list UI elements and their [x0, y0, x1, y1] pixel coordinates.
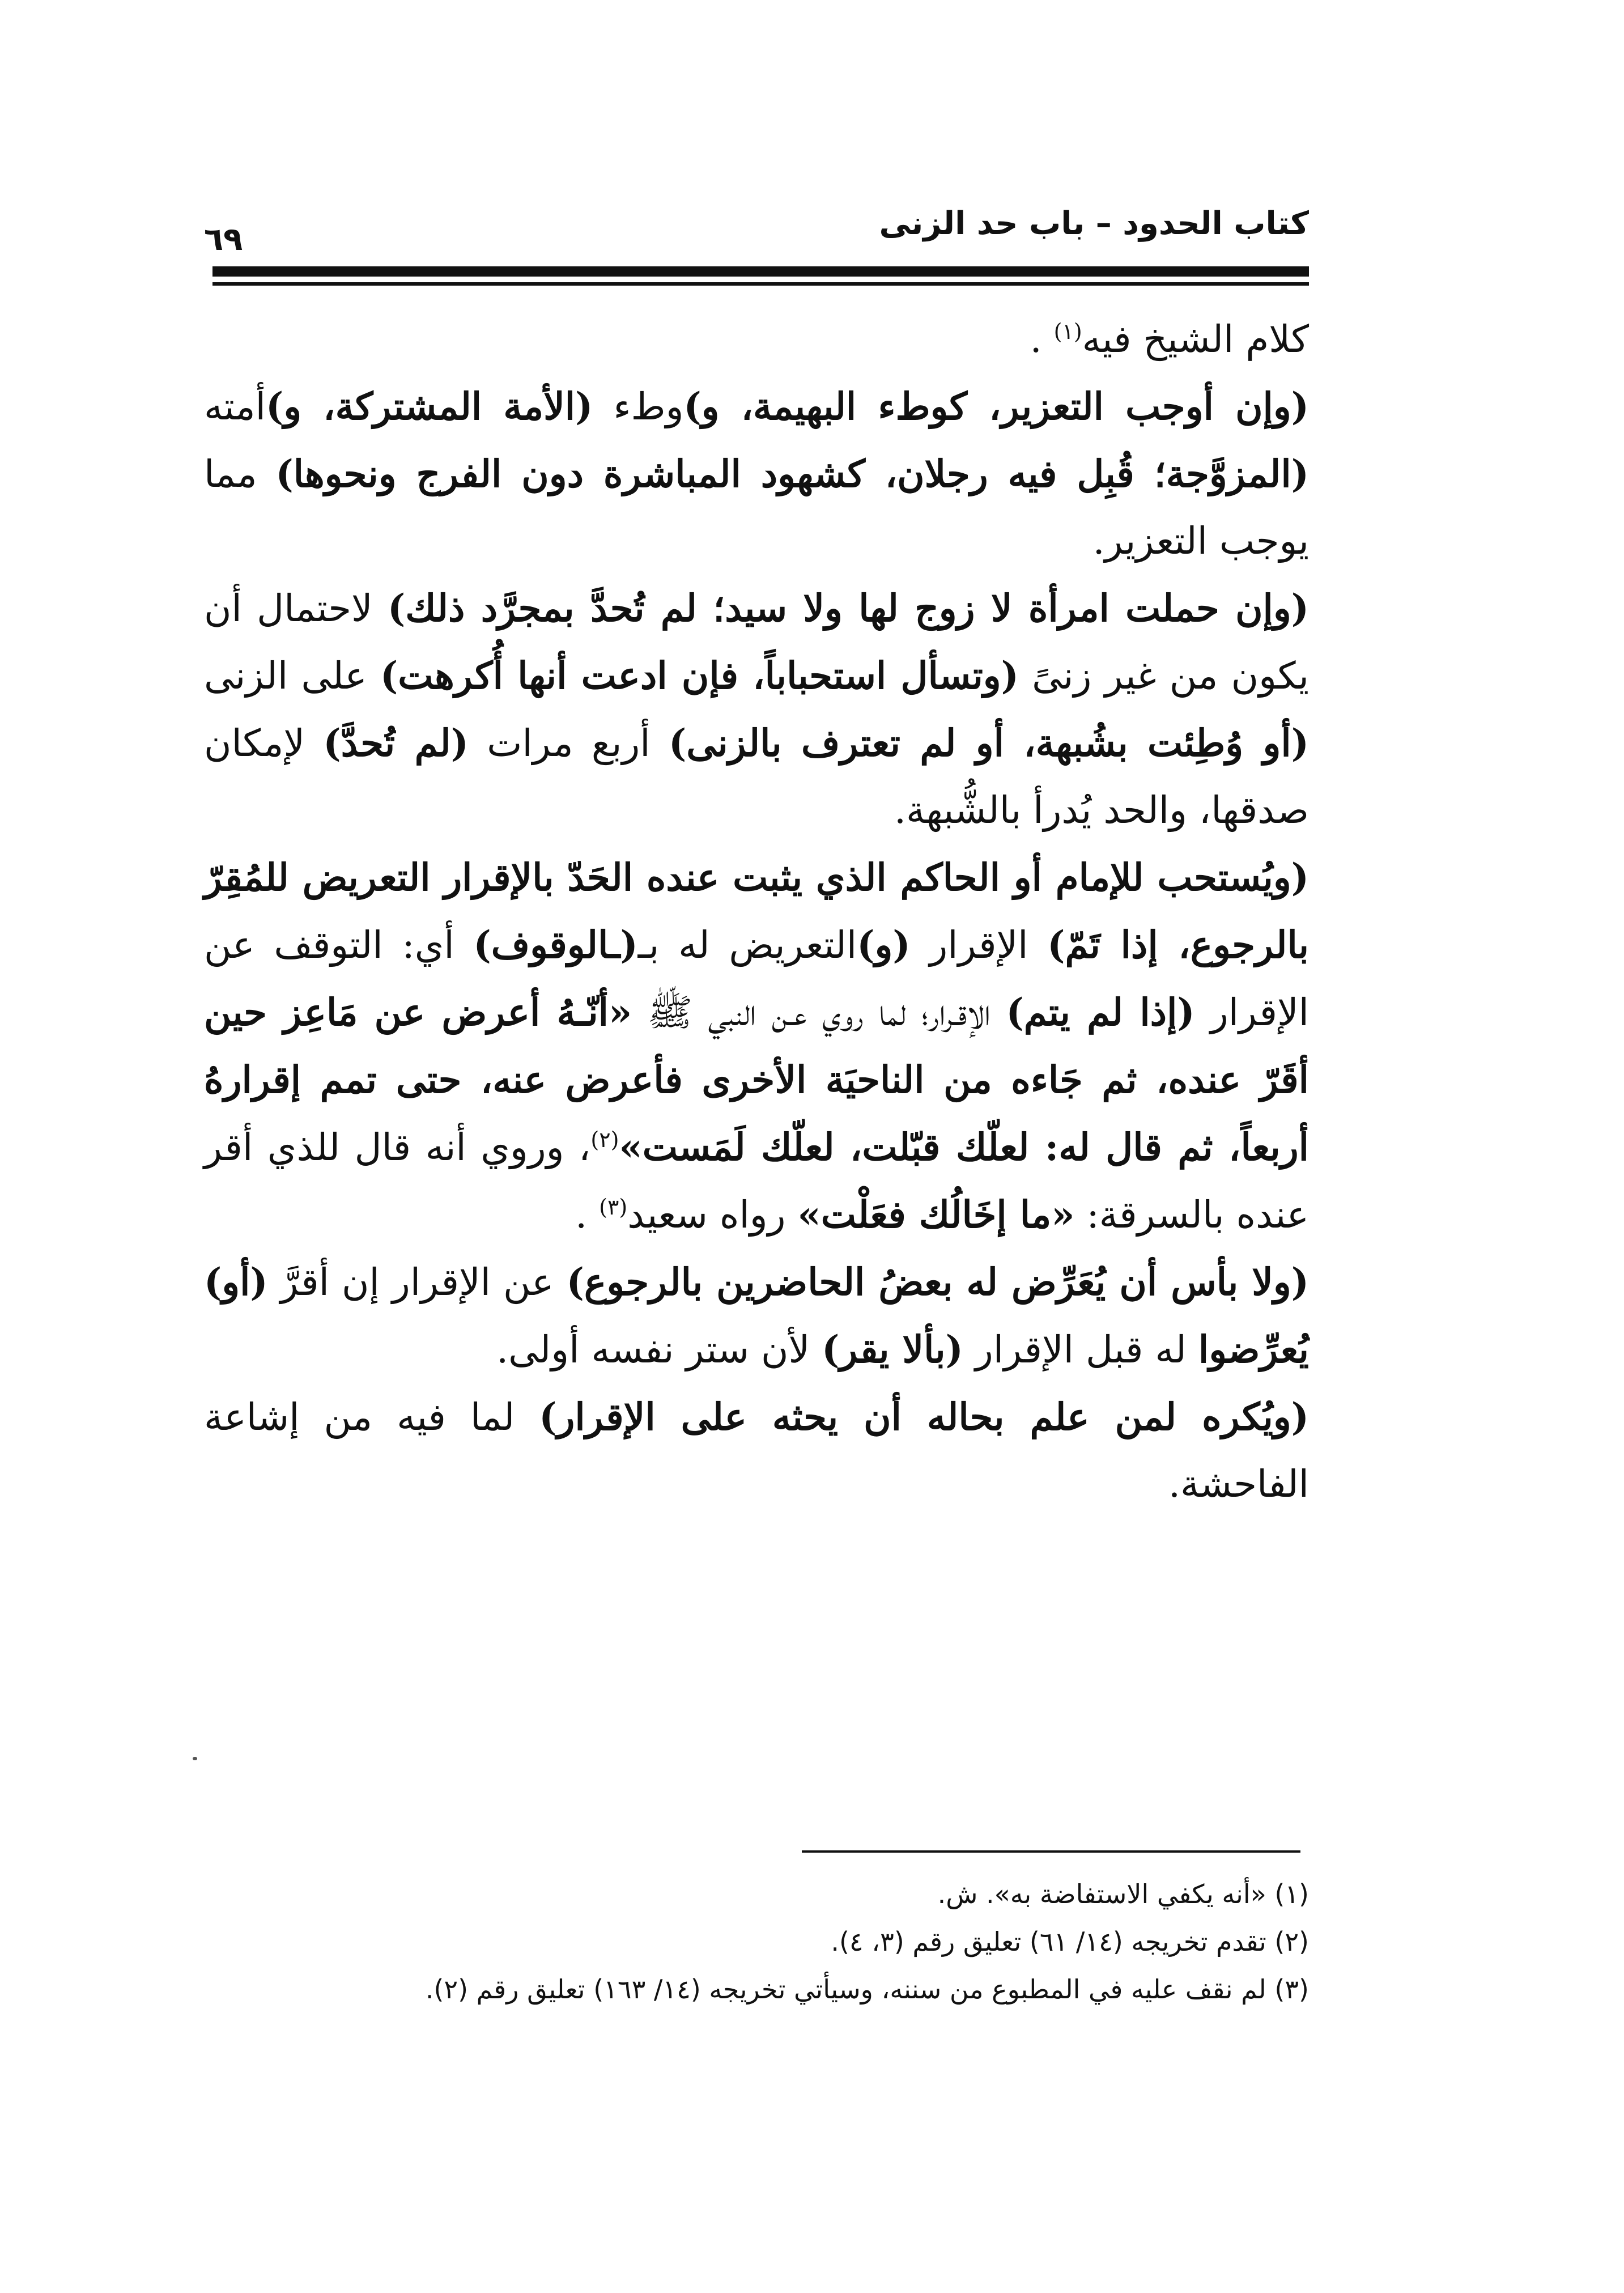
paragraph-3: (وإن حملت امرأة لا زوج لها ولا سيد؛ لم تُحدَّ بمجرَّد ذلك) لاحتمال أن يكون من غير زنىً (وتسأل استحباباً، فإن ادعت أنها أُكرهت) على الزنى (أو وُطِئت بشُبهة، أو لم تعترف بالزنى) أربع مرات (لم تُحدَّ) لإمكان صدقها، والحد يُدرأ بالشُّبهة. [204, 586, 1309, 832]
footnote-ref-3: (٣) [599, 1195, 628, 1220]
paragraph-2: (وإن أوجب التعزير، كوطء البهيمة، و)وطء (الأمة المشتركة، و)أمته (المزوَّجة؛ قُبِل فيه رجلان، كشهود المباشرة دون الفرج ونحوها) مما يوجب التعزير. [204, 384, 1309, 563]
paragraph-5: (ولا بأس أن يُعَرِّض له بعضُ الحاضرين بالرجوع) عن الإقرار إن أقرَّ (أو) يُعرِّضوا له قبل الإقرار (بألا يقر) لأن ستر نفسه أولى. [204, 1260, 1309, 1371]
footnote-1: (١) «أنه يكفي الاستفاضة به». ش. [937, 1879, 1309, 1909]
footnote-separator [802, 1850, 1300, 1853]
footnote-ref-1: (١) [1053, 319, 1082, 344]
hadith-quote-2: «ما إخَالُك فعَلْت» [797, 1192, 1075, 1237]
print-speck [193, 1757, 197, 1760]
paragraph-1: كلام الشيخ فيه$^{(١)}$ . [1030, 317, 1309, 361]
running-header [204, 198, 1309, 261]
footnote-ref-2: (٢) [590, 1127, 619, 1152]
chapter-title: كتاب الحدود – باب حد الزنى [879, 205, 1309, 242]
footnote-2: (٢) تقدم تخريجه (١٤/ ٦١) تعليق رقم (٣، ٤). [831, 1926, 1309, 1957]
paragraph-4: (ويُستحب للإمام أو الحاكم الذي يثبت عنده الحَدّ بالإقرار التعريض للمُقِرّ بالرجوع، إذا تَمّ) الإقرار (و)التعريض له بـ(ـالوقوف) أي: التوقف عن الإقرار (إذا لم يتم) الإقـرار؛ لما روي عـن النبي ﷺ «أنّـهُ أعرض عن مَاعِز حين أقَرّ عنده، ثم جَاءه من الناحيَة الأخرى فأعرض عنه، حتى تمم إقرارهُ أربعاً، ثم قال له: لعلّك قبّلت، لعلّك لَمَست»$^{(٢)}$، وروي أنه قال للذي أقر عنده بالسرقة: «ما إخَالُك فعَلْت» رواه سعيد$^{(٣)}$ . [204, 855, 1310, 1237]
paragraph-6: (ويُكره لمن علم بحاله أن يحثه على الإقرار) لما فيه من إشاعة الفاحشة. [204, 1395, 1310, 1506]
footnote-3: (٣) لم نقف عليه في المطبوع من سننه، وسيأتي تخريجه (١٤/ ١٦٣) تعليق رقم (٢). [425, 1974, 1309, 2005]
hadith-quote-1: «أنّـهُ أعرض عن مَاعِز حين أقَرّ عنده، ثم جَاءه من الناحيَة الأخرى فأعرض عنه، حتى تمم إقرارهُ أربعاً، ثم قال له: لعلّك قبّلت، لعلّك لَمَست» [204, 990, 1309, 1169]
main-text [204, 306, 1309, 1518]
header-double-rule [212, 266, 1309, 286]
footnotes [204, 1870, 1309, 2013]
page-number: ٦٩ [204, 221, 243, 258]
